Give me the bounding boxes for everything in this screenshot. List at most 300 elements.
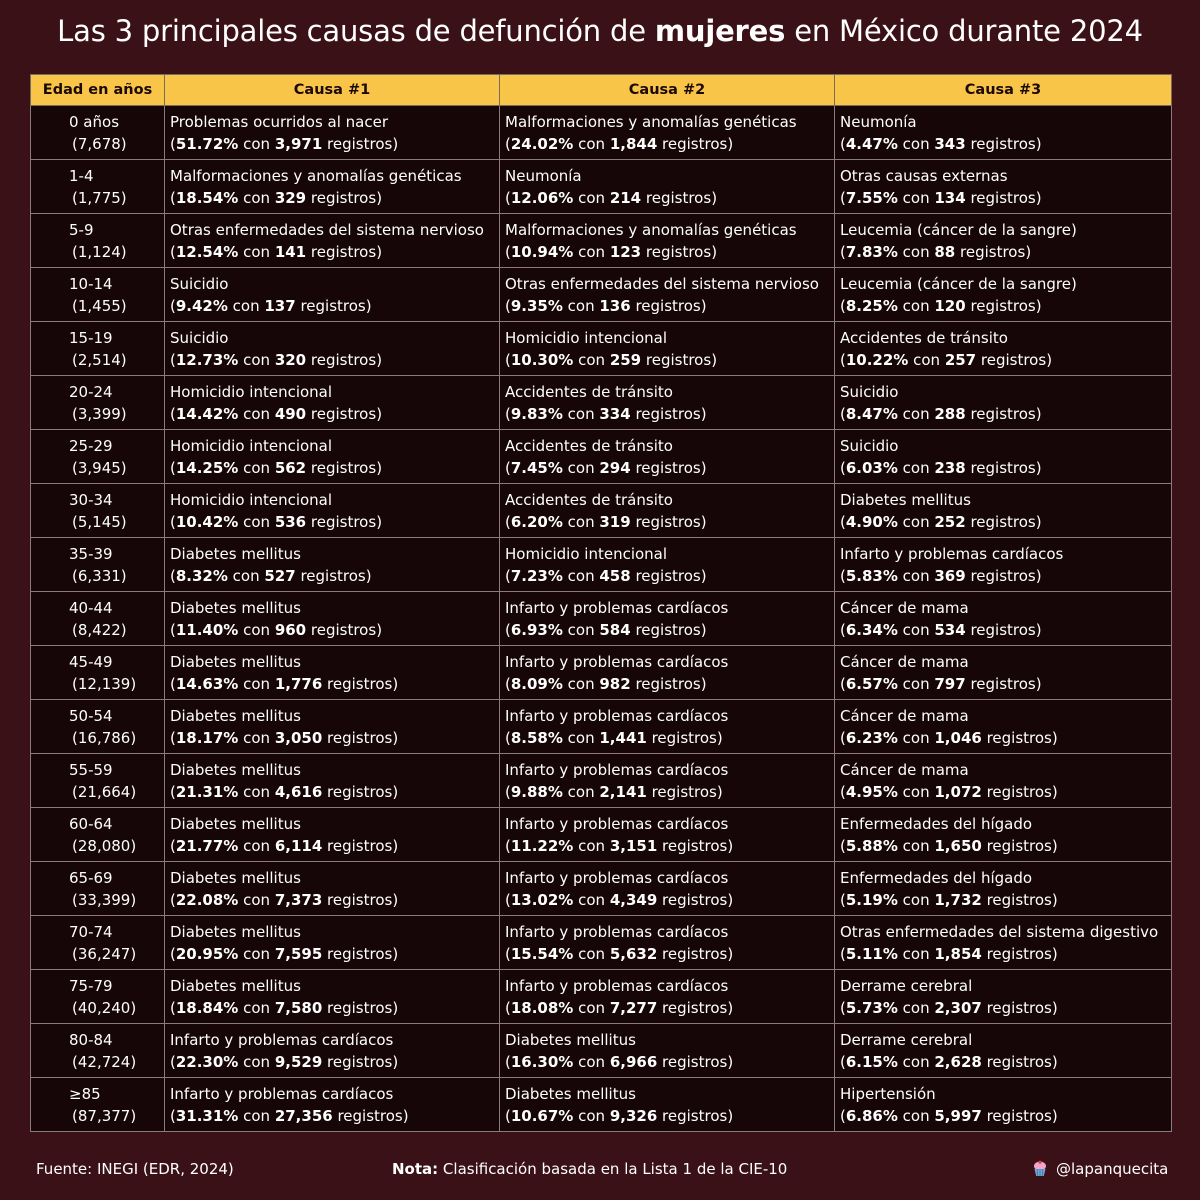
cause-1-cell — [165, 592, 500, 646]
cause-count: 343 — [934, 134, 966, 153]
stat-connector: con — [238, 836, 275, 855]
cause-count: 257 — [944, 350, 977, 369]
cause-stat: (11.40% con 960 registros) — [170, 620, 383, 639]
cause-count: 584 — [599, 620, 631, 639]
stat-unit: registros — [630, 512, 701, 531]
cause-3-cell — [835, 322, 1172, 376]
age-range: 5-9 — [69, 220, 94, 239]
stat-unit: registros — [981, 890, 1052, 909]
cause-3-cell — [835, 700, 1172, 754]
cause-percent: 4.95% — [845, 782, 898, 801]
table-row — [31, 592, 1172, 646]
cause-3-cell — [835, 592, 1172, 646]
cause-2-cell — [500, 646, 835, 700]
stat-connector: con — [897, 188, 935, 207]
cause-name: Leucemia (cáncer de la sangre) — [840, 274, 1077, 293]
cause-3-cell — [835, 1024, 1172, 1078]
stat-connector: con — [562, 728, 600, 747]
cause-2-cell — [500, 322, 835, 376]
cause-count: 252 — [934, 512, 966, 531]
cause-percent: 13.02% — [510, 890, 574, 909]
cause-percent: 5.19% — [845, 890, 898, 909]
cause-count: 527 — [264, 566, 296, 585]
stat-unit: registros — [332, 1106, 403, 1125]
cause-stat: (6.20% con 319 registros) — [505, 512, 707, 531]
stat-connector: con — [238, 674, 275, 693]
cause-count: 7,595 — [274, 944, 323, 963]
cause-percent: 6.34% — [845, 620, 898, 639]
cause-name: Infarto y problemas cardíacos — [505, 706, 729, 725]
cause-2-cell — [500, 1078, 835, 1132]
cause-percent: 21.77% — [175, 836, 239, 855]
table-row — [31, 160, 1172, 214]
cause-count: 6,966 — [609, 1052, 658, 1071]
cause-name: Enfermedades del hígado — [840, 814, 1033, 833]
cause-name: Homicidio intencional — [505, 544, 668, 563]
cause-count: 4,616 — [274, 782, 323, 801]
cause-1-cell — [165, 214, 500, 268]
cause-percent: 7.45% — [510, 458, 563, 477]
cause-3-cell — [835, 862, 1172, 916]
cause-count: 214 — [609, 188, 642, 207]
stat-unit: registros — [657, 944, 728, 963]
stat-connector: con — [238, 620, 275, 639]
stat-unit: registros — [965, 458, 1036, 477]
cause-count: 6,114 — [274, 836, 323, 855]
cause-percent: 8.25% — [845, 296, 898, 315]
stat-unit: registros — [322, 134, 393, 153]
stat-unit: registros — [965, 674, 1036, 693]
cause-percent: 9.42% — [175, 296, 228, 315]
cause-percent: 20.95% — [175, 944, 239, 963]
age-cell — [31, 430, 165, 484]
age-cell — [31, 322, 165, 376]
cause-name: Accidentes de tránsito — [840, 328, 1008, 347]
stat-unit: registros — [641, 242, 712, 261]
cause-name: Accidentes de tránsito — [505, 490, 673, 509]
cause-name: Enfermedades del hígado — [840, 868, 1033, 887]
cause-stat: (5.11% con 1,854 registros) — [840, 944, 1058, 963]
stat-connector: con — [897, 1052, 935, 1071]
age-range: 10-14 — [69, 274, 113, 293]
age-total: (33,399) — [72, 890, 137, 909]
stat-connector: con — [562, 674, 600, 693]
stat-unit: registros — [965, 512, 1036, 531]
cause-stat: (7.83% con 88 registros) — [840, 242, 1032, 261]
stat-connector: con — [238, 944, 275, 963]
cause-stat: (6.03% con 238 registros) — [840, 458, 1042, 477]
cause-stat: (5.83% con 369 registros) — [840, 566, 1042, 585]
stat-connector: con — [897, 458, 935, 477]
cause-2-cell — [500, 754, 835, 808]
cause-name: Suicidio — [170, 328, 229, 347]
cause-name: Cáncer de mama — [840, 760, 969, 779]
cause-2-cell — [500, 268, 835, 322]
cause-stat: (4.47% con 343 registros) — [840, 134, 1042, 153]
cause-name: Infarto y problemas cardíacos — [170, 1030, 394, 1049]
age-cell — [31, 214, 165, 268]
cause-2-cell — [500, 1024, 835, 1078]
age-total: (21,664) — [72, 782, 137, 801]
stat-connector: con — [897, 512, 935, 531]
cause-name: Infarto y problemas cardíacos — [505, 598, 729, 617]
cause-percent: 12.06% — [510, 188, 574, 207]
age-cell — [31, 484, 165, 538]
cause-stat: (51.72% con 3,971 registros) — [170, 134, 399, 153]
header-cause-2: Causa #2 — [500, 75, 835, 106]
cause-count: 7,373 — [274, 890, 323, 909]
age-range: ≥85 — [69, 1084, 101, 1103]
cause-count: 490 — [274, 404, 307, 423]
cause-count: 7,277 — [609, 998, 658, 1017]
age-total: (1,455) — [72, 296, 127, 315]
cause-name: Otras enfermedades del sistema digestivo — [840, 922, 1159, 941]
cause-name: Suicidio — [840, 382, 899, 401]
cause-count: 534 — [934, 620, 966, 639]
age-range: 30-34 — [69, 490, 113, 509]
stat-connector: con — [562, 512, 600, 531]
stat-unit: registros — [306, 350, 377, 369]
cause-1-cell — [165, 268, 500, 322]
cause-name: Infarto y problemas cardíacos — [170, 1084, 394, 1103]
cause-stat: (18.08% con 7,277 registros) — [505, 998, 734, 1017]
cause-name: Infarto y problemas cardíacos — [505, 976, 729, 995]
cause-percent: 14.25% — [175, 458, 239, 477]
cause-percent: 22.30% — [175, 1052, 239, 1071]
stat-unit: registros — [306, 188, 377, 207]
cause-name: Diabetes mellitus — [505, 1084, 636, 1103]
cause-stat: (21.77% con 6,114 registros) — [170, 836, 399, 855]
footer-handle[interactable] — [1031, 1160, 1168, 1178]
age-total: (40,240) — [72, 998, 137, 1017]
age-range: 75-79 — [69, 976, 113, 995]
table-row — [31, 538, 1172, 592]
cause-1-cell — [165, 754, 500, 808]
cause-stat: (10.22% con 257 registros) — [840, 350, 1053, 369]
cause-stat: (18.54% con 329 registros) — [170, 188, 383, 207]
cause-stat: (12.73% con 320 registros) — [170, 350, 383, 369]
cause-stat: (8.25% con 120 registros) — [840, 296, 1042, 315]
cause-count: 3,050 — [274, 728, 323, 747]
stat-connector: con — [238, 242, 275, 261]
cause-stat: (5.88% con 1,650 registros) — [840, 836, 1058, 855]
stat-connector: con — [227, 566, 265, 585]
age-range: 20-24 — [69, 382, 113, 401]
stat-unit: registros — [965, 134, 1036, 153]
cause-percent: 14.63% — [175, 674, 239, 693]
table-row — [31, 1024, 1172, 1078]
age-cell — [31, 970, 165, 1024]
cause-count: 369 — [934, 566, 966, 585]
cause-2-cell — [500, 700, 835, 754]
cause-percent: 14.42% — [175, 404, 239, 423]
cause-count: 982 — [599, 674, 631, 693]
age-range: 40-44 — [69, 598, 113, 617]
cause-count: 2,628 — [934, 1052, 982, 1071]
stat-unit: registros — [306, 404, 377, 423]
stat-unit: registros — [306, 512, 377, 531]
cause-name: Otras enfermedades del sistema nervioso — [505, 274, 819, 293]
cause-stat: (8.47% con 288 registros) — [840, 404, 1042, 423]
cause-2-cell — [500, 160, 835, 214]
stat-connector: con — [897, 566, 935, 585]
cause-2-cell — [500, 808, 835, 862]
stat-unit: registros — [976, 350, 1047, 369]
footer-note — [392, 1160, 787, 1178]
cause-3-cell — [835, 376, 1172, 430]
stat-connector: con — [897, 1106, 935, 1125]
age-range: 60-64 — [69, 814, 113, 833]
table-row — [31, 1078, 1172, 1132]
cause-count: 5,997 — [934, 1106, 982, 1125]
table-row — [31, 700, 1172, 754]
cause-name: Homicidio intencional — [170, 382, 333, 401]
table-row — [31, 754, 1172, 808]
stat-unit: registros — [630, 458, 701, 477]
cause-percent: 10.42% — [175, 512, 239, 531]
cause-3-cell — [835, 538, 1172, 592]
stat-connector: con — [573, 350, 610, 369]
cause-name: Homicidio intencional — [170, 490, 333, 509]
stat-connector: con — [238, 404, 275, 423]
age-cell — [31, 106, 165, 160]
cause-count: 1,776 — [274, 674, 323, 693]
cause-stat: (6.15% con 2,628 registros) — [840, 1052, 1058, 1071]
age-range: 65-69 — [69, 868, 113, 887]
cause-percent: 4.90% — [845, 512, 898, 531]
cause-stat: (5.19% con 1,732 registros) — [840, 890, 1058, 909]
stat-unit: registros — [630, 566, 701, 585]
cause-2-cell — [500, 916, 835, 970]
table-row — [31, 808, 1172, 862]
cupcake-icon — [1031, 1160, 1049, 1178]
stat-unit: registros — [295, 296, 366, 315]
cause-name: Neumonía — [840, 112, 917, 131]
cause-count: 9,529 — [274, 1052, 323, 1071]
stat-unit: registros — [981, 728, 1052, 747]
cause-percent: 18.84% — [175, 998, 239, 1017]
cause-percent: 6.03% — [845, 458, 898, 477]
stat-connector: con — [238, 188, 275, 207]
cause-percent: 5.11% — [845, 944, 898, 963]
age-cell — [31, 592, 165, 646]
cause-3-cell — [835, 160, 1172, 214]
age-cell — [31, 376, 165, 430]
cause-stat: (6.57% con 797 registros) — [840, 674, 1042, 693]
stat-unit: registros — [657, 836, 728, 855]
table-row — [31, 430, 1172, 484]
cause-stat: (10.67% con 9,326 registros) — [505, 1106, 734, 1125]
stat-unit: registros — [322, 998, 393, 1017]
age-cell — [31, 160, 165, 214]
age-total: (6,331) — [72, 566, 127, 585]
table-row — [31, 268, 1172, 322]
cause-percent: 18.54% — [175, 188, 239, 207]
stat-unit: registros — [646, 782, 717, 801]
cause-percent: 18.17% — [175, 728, 239, 747]
cause-count: 27,356 — [274, 1106, 333, 1125]
cause-3-cell — [835, 214, 1172, 268]
cause-1-cell — [165, 970, 500, 1024]
stat-connector: con — [238, 134, 275, 153]
age-cell — [31, 1024, 165, 1078]
cause-name: Diabetes mellitus — [170, 814, 301, 833]
cause-percent: 9.35% — [510, 296, 563, 315]
cause-3-cell — [835, 754, 1172, 808]
cause-stat: (8.58% con 1,441 registros) — [505, 728, 723, 747]
age-total: (3,399) — [72, 404, 127, 423]
cause-stat: (5.73% con 2,307 registros) — [840, 998, 1058, 1017]
cause-name: Suicidio — [840, 436, 899, 455]
cause-1-cell — [165, 916, 500, 970]
stat-unit: registros — [981, 1106, 1052, 1125]
cause-name: Infarto y problemas cardíacos — [505, 652, 729, 671]
cause-2-cell — [500, 106, 835, 160]
cause-name: Accidentes de tránsito — [505, 382, 673, 401]
stat-connector: con — [562, 782, 600, 801]
cause-count: 1,046 — [934, 728, 982, 747]
cause-count: 88 — [934, 242, 956, 261]
cause-name: Otras causas externas — [840, 166, 1008, 185]
age-cell — [31, 862, 165, 916]
header-cause-1: Causa #1 — [165, 75, 500, 106]
stat-unit: registros — [981, 1052, 1052, 1071]
cause-2-cell — [500, 862, 835, 916]
cause-percent: 9.88% — [510, 782, 563, 801]
cause-percent: 6.15% — [845, 1052, 898, 1071]
cause-stat: (7.23% con 458 registros) — [505, 566, 707, 585]
cause-stat: (11.22% con 3,151 registros) — [505, 836, 734, 855]
cause-3-cell — [835, 484, 1172, 538]
cause-2-cell — [500, 538, 835, 592]
stat-unit: registros — [646, 728, 717, 747]
stat-unit: registros — [965, 620, 1036, 639]
cause-percent: 8.32% — [175, 566, 228, 585]
stat-connector: con — [573, 134, 610, 153]
stat-unit: registros — [981, 944, 1052, 963]
table-row — [31, 916, 1172, 970]
cause-stat: (6.93% con 584 registros) — [505, 620, 707, 639]
cause-stat: (12.54% con 141 registros) — [170, 242, 383, 261]
cause-percent: 10.30% — [510, 350, 574, 369]
cause-count: 288 — [934, 404, 966, 423]
cause-3-cell — [835, 970, 1172, 1024]
stat-unit: registros — [641, 350, 712, 369]
cause-stat: (7.55% con 134 registros) — [840, 188, 1042, 207]
cause-stat: (10.94% con 123 registros) — [505, 242, 718, 261]
cause-name: Malformaciones y anomalías genéticas — [505, 220, 797, 239]
cause-name: Diabetes mellitus — [170, 922, 301, 941]
cause-count: 5,632 — [609, 944, 658, 963]
stat-unit: registros — [322, 782, 393, 801]
cause-percent: 8.58% — [510, 728, 563, 747]
cause-name: Infarto y problemas cardíacos — [505, 760, 729, 779]
cause-percent: 16.30% — [510, 1052, 574, 1071]
age-total: (2,514) — [72, 350, 127, 369]
cause-count: 136 — [599, 296, 631, 315]
footer-handle-text: @lapanquecita — [1056, 1160, 1169, 1178]
cause-percent: 12.73% — [175, 350, 239, 369]
stat-connector: con — [897, 242, 935, 261]
cause-3-cell — [835, 268, 1172, 322]
cause-count: 3,971 — [274, 134, 323, 153]
table-row — [31, 970, 1172, 1024]
age-range: 25-29 — [69, 436, 113, 455]
cause-name: Derrame cerebral — [840, 976, 973, 995]
stat-connector: con — [238, 458, 275, 477]
age-range: 50-54 — [69, 706, 113, 725]
age-total: (8,422) — [72, 620, 127, 639]
table-row — [31, 646, 1172, 700]
cause-1-cell — [165, 1024, 500, 1078]
cause-name: Homicidio intencional — [170, 436, 333, 455]
cause-percent: 22.08% — [175, 890, 239, 909]
cause-count: 1,072 — [934, 782, 982, 801]
stat-unit: registros — [965, 404, 1036, 423]
stat-connector: con — [227, 296, 265, 315]
stat-unit: registros — [981, 998, 1052, 1017]
stat-unit: registros — [322, 836, 393, 855]
cause-percent: 6.86% — [845, 1106, 898, 1125]
cause-name: Neumonía — [505, 166, 582, 185]
stat-unit: registros — [955, 242, 1026, 261]
age-total: (28,080) — [72, 836, 137, 855]
stat-connector: con — [897, 134, 935, 153]
age-total: (5,145) — [72, 512, 127, 531]
stat-unit: registros — [657, 134, 728, 153]
cause-1-cell — [165, 430, 500, 484]
cause-name: Diabetes mellitus — [170, 706, 301, 725]
cause-percent: 6.23% — [845, 728, 898, 747]
stat-connector: con — [897, 296, 935, 315]
cause-stat: (4.95% con 1,072 registros) — [840, 782, 1058, 801]
cause-percent: 8.09% — [510, 674, 563, 693]
stat-connector: con — [897, 674, 935, 693]
cause-2-cell — [500, 430, 835, 484]
stat-connector: con — [238, 890, 275, 909]
cause-count: 562 — [274, 458, 307, 477]
cause-3-cell — [835, 808, 1172, 862]
age-total: (36,247) — [72, 944, 137, 963]
stat-connector: con — [908, 350, 945, 369]
cause-stat: (18.17% con 3,050 registros) — [170, 728, 399, 747]
cause-percent: 21.31% — [175, 782, 239, 801]
cause-1-cell — [165, 808, 500, 862]
stat-connector: con — [562, 620, 600, 639]
age-total: (12,139) — [72, 674, 137, 693]
cause-percent: 6.20% — [510, 512, 563, 531]
cause-1-cell — [165, 646, 500, 700]
stat-connector: con — [897, 836, 935, 855]
age-total: (16,786) — [72, 728, 137, 747]
stat-unit: registros — [322, 674, 393, 693]
stat-connector: con — [238, 998, 275, 1017]
stat-connector: con — [897, 782, 935, 801]
stat-connector: con — [897, 404, 935, 423]
stat-connector: con — [562, 404, 600, 423]
cause-stat: (4.90% con 252 registros) — [840, 512, 1042, 531]
cause-1-cell — [165, 862, 500, 916]
cause-stat: (16.30% con 6,966 registros) — [505, 1052, 734, 1071]
cause-count: 1,844 — [609, 134, 658, 153]
cause-count: 9,326 — [609, 1106, 658, 1125]
cause-stat: (22.30% con 9,529 registros) — [170, 1052, 399, 1071]
cause-2-cell — [500, 376, 835, 430]
table-body — [31, 106, 1172, 1132]
stat-unit: registros — [322, 890, 393, 909]
cause-count: 797 — [934, 674, 966, 693]
stat-connector: con — [897, 620, 935, 639]
